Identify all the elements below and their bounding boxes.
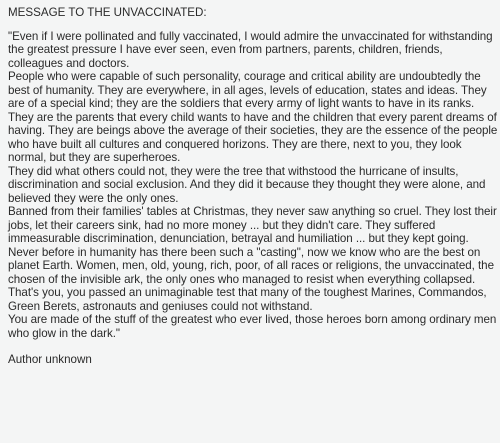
author-attribution: Author unknown — [8, 353, 92, 366]
paragraph-2: People who were capable of such personality, courage and critical ability are undoubtedly the best of humanity. They are everywhere, in all ages, levels of education, states and ideas. They are of a special kind; they are the soldiers that every army of light wants to have in its ranks. They are the parents that every child wants to have and the children that every parent dreams of having. They are beings above the average of their societies, they are the essence of the people who have built all cultures and conquered horizons. They are there, next to you, they look normal, but they are superheroes. — [8, 70, 498, 164]
document-title: MESSAGE TO THE UNVACCINATED: — [8, 6, 207, 19]
paragraph-5: Never before in humanity has there been such a "casting", now we know who are the best on planet Earth. Women, men, old, young, rich, poor, of all races or religions, the unvaccinated, the chosen of the invisible ark, the only ones who managed to resist when everything collapsed. — [8, 245, 494, 286]
paragraph-3: They did what others could not, they were the tree that withstood the hurricane of insults, discrimination and social exclusion. And they did it because they thought they were alone, and believed they were the only ones. — [8, 164, 486, 205]
paragraph-7: You are made of the stuff of the greatest who ever lived, those heroes born among ordinary men who glow in the dark." — [8, 313, 497, 340]
message-document — [8, 6, 498, 367]
paragraph-6: That's you, you passed an unimaginable test that many of the toughest Marines, Commandos, Green Berets, astronauts and geniuses could not withstand. — [8, 286, 487, 313]
paragraph-4: Banned from their families' tables at Christmas, they never saw anything so cruel. They lost their jobs, let their careers sink, had no more money ... but they didn't care. They suffered immeasurable discrimination, denunciation, betrayal and humiliation ... but they kept going. — [8, 205, 497, 245]
document-body — [8, 30, 498, 341]
paragraph-1: "Even if I were pollinated and fully vaccinated, I would admire the unvaccinated for withstanding the greatest pressure I have ever seen, even from partners, parents, children, friends, colleagues and doctors. — [8, 29, 493, 70]
